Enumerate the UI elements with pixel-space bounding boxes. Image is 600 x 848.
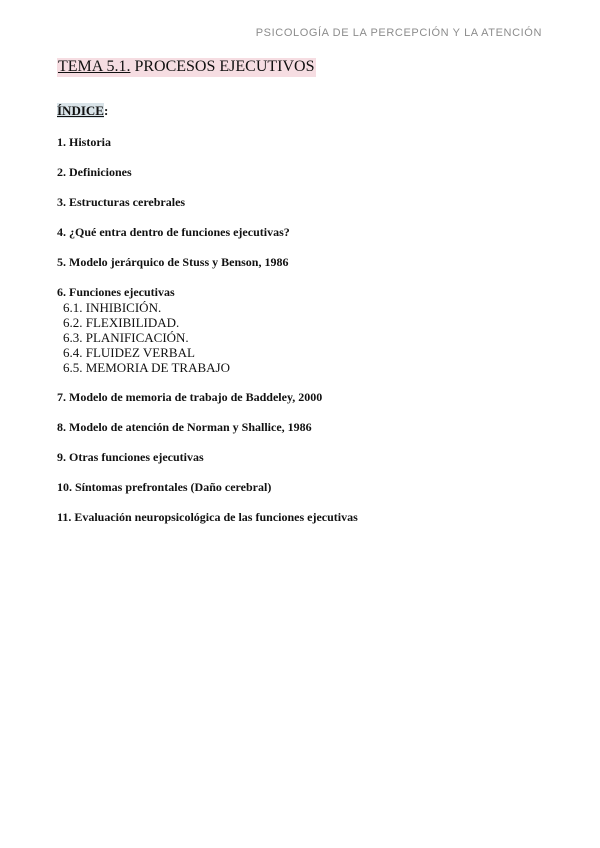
index-label: ÍNDICE [57, 103, 104, 118]
toc-item-2: 2. Definiciones [57, 165, 132, 179]
toc-subitem-6-2: 6.2. FLEXIBILIDAD. [63, 315, 180, 330]
toc-item-9: 9. Otras funciones ejecutivas [57, 450, 204, 464]
title-prefix: TEMA 5.1. [58, 58, 131, 75]
toc-item-11: 11. Evaluación neuropsicológica de las funciones ejecutivas [57, 510, 358, 524]
table-of-contents [57, 135, 358, 540]
toc-item-7: 7. Modelo de memoria de trabajo de Baddeley, 2000 [57, 390, 323, 404]
page-title [57, 58, 316, 77]
toc-subitem-6-3: 6.3. PLANIFICACIÓN. [63, 330, 189, 345]
toc-item-5: 5. Modelo jerárquico de Stuss y Benson, 1986 [57, 255, 289, 269]
toc-item-6: 6. Funciones ejecutivas [57, 285, 175, 299]
toc-item-1: 1. Historia [57, 135, 111, 149]
toc-item-10: 10. Síntomas prefrontales (Daño cerebral) [57, 480, 272, 494]
running-header: PSICOLOGÍA DE LA PERCEPCIÓN Y LA ATENCIÓN [255, 27, 542, 39]
toc-section-6 [57, 285, 358, 375]
title-text: PROCESOS EJECUTIVOS [130, 58, 315, 75]
toc-item-3: 3. Estructuras cerebrales [57, 195, 186, 209]
toc-subitem-6-4: 6.4. FLUIDEZ VERBAL [63, 345, 195, 360]
toc-item-4: 4. ¿Qué entra dentro de funciones ejecutivas? [57, 225, 290, 239]
index-heading [57, 103, 108, 119]
toc-item-8: 8. Modelo de atención de Norman y Shallice, 1986 [57, 420, 312, 434]
toc-subitem-6-1: 6.1. INHIBICIÓN. [63, 300, 162, 315]
toc-subitem-6-5: 6.5. MEMORIA DE TRABAJO [63, 360, 230, 375]
index-colon: : [103, 103, 109, 118]
